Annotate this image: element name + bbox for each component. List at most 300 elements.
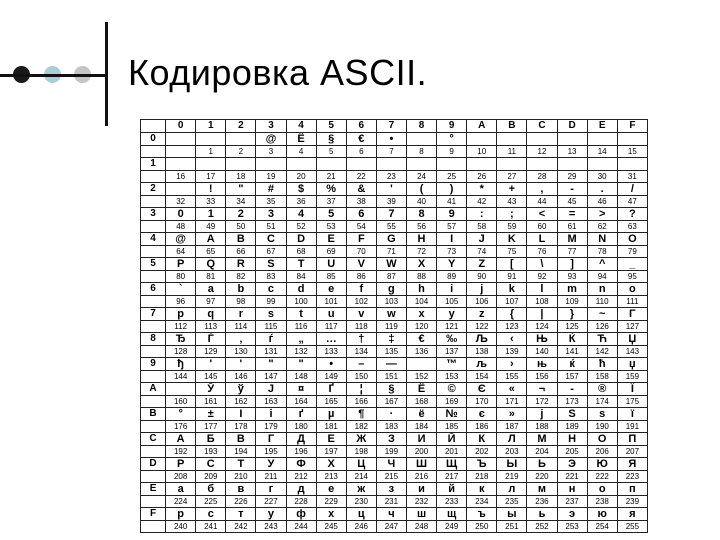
code-cell: 178 <box>226 421 256 433</box>
code-cell: 86 <box>346 271 376 283</box>
char-row <box>141 308 648 321</box>
char-cell <box>617 133 647 146</box>
char-cell: п <box>617 483 647 496</box>
code-cell: 115 <box>256 321 286 333</box>
code-cell: 83 <box>256 271 286 283</box>
code-cell: 42 <box>467 196 497 208</box>
char-cell: H <box>406 233 436 246</box>
char-cell: ~ <box>587 308 617 321</box>
char-cell: k <box>497 283 527 296</box>
code-cell: 245 <box>316 521 346 533</box>
code-cell: 91 <box>497 271 527 283</box>
char-cell: Щ <box>437 458 467 471</box>
row-header-spacer <box>141 446 166 458</box>
char-cell: [ <box>497 258 527 271</box>
char-cell <box>497 133 527 146</box>
code-cell: 213 <box>316 471 346 483</box>
code-cell: 149 <box>316 371 346 383</box>
char-cell: І <box>226 408 256 421</box>
code-cell: 43 <box>497 196 527 208</box>
column-header: 8 <box>406 120 436 133</box>
code-cell: 111 <box>617 296 647 308</box>
char-cell: § <box>376 383 406 396</box>
char-cell: Ґ <box>316 383 346 396</box>
char-cell: Н <box>557 433 587 446</box>
row-header: 4 <box>141 233 166 246</box>
code-cell: 27 <box>497 171 527 183</box>
char-cell: С <box>196 458 226 471</box>
char-cell: ‚ <box>226 333 256 346</box>
char-cell: х <box>316 508 346 521</box>
code-cell: 71 <box>376 246 406 258</box>
char-cell: ћ <box>587 358 617 371</box>
code-cell: 227 <box>256 496 286 508</box>
code-cell: 194 <box>226 446 256 458</box>
code-cell: 136 <box>406 346 436 358</box>
code-cell: 138 <box>467 346 497 358</box>
code-cell: 131 <box>256 346 286 358</box>
char-cell: Ь <box>527 458 557 471</box>
char-cell: з <box>376 483 406 496</box>
code-cell: 135 <box>376 346 406 358</box>
char-cell <box>617 158 647 171</box>
char-cell: | <box>527 308 557 321</box>
char-cell: o <box>617 283 647 296</box>
code-cell: 126 <box>587 321 617 333</box>
code-cell: 147 <box>256 371 286 383</box>
code-cell: 14 <box>587 146 617 158</box>
char-cell: ' <box>196 358 226 371</box>
char-cell: ґ <box>286 408 316 421</box>
code-row <box>141 271 648 283</box>
char-cell: Б <box>196 433 226 446</box>
char-cell: ‰ <box>437 333 467 346</box>
code-cell: 226 <box>226 496 256 508</box>
char-cell: q <box>196 308 226 321</box>
code-cell: 90 <box>467 271 497 283</box>
char-cell: € <box>406 333 436 346</box>
char-cell: Ќ <box>557 333 587 346</box>
column-header: 4 <box>286 120 316 133</box>
code-cell: 253 <box>557 521 587 533</box>
char-cell: й <box>437 483 467 496</box>
char-cell: — <box>376 358 406 371</box>
char-cell: џ <box>617 358 647 371</box>
column-header: D <box>557 120 587 133</box>
code-cell: 60 <box>527 221 557 233</box>
code-cell: 187 <box>497 421 527 433</box>
char-cell: 9 <box>437 208 467 221</box>
char-cell: u <box>316 308 346 321</box>
code-cell: 229 <box>316 496 346 508</box>
code-cell: 193 <box>196 446 226 458</box>
code-cell: 154 <box>467 371 497 383</box>
char-cell: Ћ <box>587 333 617 346</box>
column-header: 0 <box>166 120 196 133</box>
char-cell <box>316 158 346 171</box>
row-header: 5 <box>141 258 166 271</box>
char-cell: / <box>617 183 647 196</box>
char-cell: ђ <box>166 358 196 371</box>
char-cell: , <box>527 183 557 196</box>
row-header-spacer <box>141 321 166 333</box>
code-cell: 230 <box>346 496 376 508</box>
char-cell: . <box>587 183 617 196</box>
code-cell: 102 <box>346 296 376 308</box>
row-header-spacer <box>141 396 166 408</box>
code-cell: 119 <box>376 321 406 333</box>
code-cell: 224 <box>166 496 196 508</box>
row-header-spacer <box>141 421 166 433</box>
char-cell <box>527 158 557 171</box>
code-cell: 172 <box>527 396 557 408</box>
code-row <box>141 396 648 408</box>
char-cell: њ <box>527 358 557 371</box>
char-cell: ё <box>406 408 436 421</box>
code-cell: 204 <box>527 446 557 458</box>
code-cell: 212 <box>286 471 316 483</box>
char-cell: љ <box>467 358 497 371</box>
char-cell: 6 <box>346 208 376 221</box>
code-cell: 182 <box>346 421 376 433</box>
code-cell: 23 <box>376 171 406 183</box>
code-cell: 124 <box>527 321 557 333</box>
code-cell: 80 <box>166 271 196 283</box>
char-cell: V <box>346 258 376 271</box>
code-cell: 181 <box>316 421 346 433</box>
code-cell: 175 <box>617 396 647 408</box>
char-cell: ѕ <box>587 408 617 421</box>
char-cell: 1 <box>196 208 226 221</box>
code-cell: 105 <box>437 296 467 308</box>
code-cell: 177 <box>196 421 226 433</box>
char-cell <box>467 158 497 171</box>
code-cell: 217 <box>437 471 467 483</box>
char-cell: М <box>527 433 557 446</box>
char-cell: К <box>467 433 497 446</box>
code-cell: 249 <box>437 521 467 533</box>
code-cell: 12 <box>527 146 557 158</box>
row-header: B <box>141 408 166 421</box>
code-cell: 146 <box>226 371 256 383</box>
row-header-spacer <box>141 196 166 208</box>
code-cell: 85 <box>316 271 346 283</box>
char-cell: Д <box>286 433 316 446</box>
code-cell: 166 <box>346 396 376 408</box>
code-cell: 54 <box>346 221 376 233</box>
char-cell: А <box>166 433 196 446</box>
row-header-spacer <box>141 521 166 533</box>
column-header: E <box>587 120 617 133</box>
char-cell <box>406 133 436 146</box>
code-cell: 205 <box>557 446 587 458</box>
code-cell: 164 <box>286 396 316 408</box>
char-cell <box>226 133 256 146</box>
code-cell: 231 <box>376 496 406 508</box>
char-cell: e <box>316 283 346 296</box>
char-cell: { <box>497 308 527 321</box>
code-cell: 254 <box>587 521 617 533</box>
row-header: E <box>141 483 166 496</box>
char-row <box>141 233 648 246</box>
code-cell: 70 <box>346 246 376 258</box>
code-cell: 97 <box>196 296 226 308</box>
code-cell: 108 <box>527 296 557 308</box>
code-cell: 143 <box>617 346 647 358</box>
char-row <box>141 283 648 296</box>
char-cell: н <box>557 483 587 496</box>
code-cell: 109 <box>557 296 587 308</box>
char-cell: A <box>196 233 226 246</box>
char-cell: § <box>316 133 346 146</box>
char-row <box>141 208 648 221</box>
code-cell: 225 <box>196 496 226 508</box>
column-header: 3 <box>256 120 286 133</box>
code-cell: 39 <box>376 196 406 208</box>
code-cell: 32 <box>166 196 196 208</box>
code-cell: 10 <box>467 146 497 158</box>
char-cell: П <box>617 433 647 446</box>
code-cell: 139 <box>497 346 527 358</box>
code-cell: 59 <box>497 221 527 233</box>
row-header-spacer <box>141 221 166 233</box>
char-cell: @ <box>256 133 286 146</box>
code-cell: 216 <box>406 471 436 483</box>
char-cell: • <box>376 133 406 146</box>
row-header: 8 <box>141 333 166 346</box>
code-cell: 243 <box>256 521 286 533</box>
code-cell: 65 <box>196 246 226 258</box>
code-cell: 112 <box>166 321 196 333</box>
char-cell: б <box>196 483 226 496</box>
code-cell: 35 <box>256 196 286 208</box>
code-cell: 63 <box>617 221 647 233</box>
char-cell <box>587 133 617 146</box>
char-cell: Г <box>256 433 286 446</box>
char-cell: ќ <box>557 358 587 371</box>
char-cell: ; <box>497 208 527 221</box>
code-cell: 235 <box>497 496 527 508</box>
char-cell: к <box>467 483 497 496</box>
char-cell: % <box>316 183 346 196</box>
char-cell: = <box>557 208 587 221</box>
char-cell: Ѓ <box>196 333 226 346</box>
row-header: 7 <box>141 308 166 321</box>
code-row <box>141 521 648 533</box>
char-cell: m <box>557 283 587 296</box>
row-header: 9 <box>141 358 166 371</box>
char-cell: D <box>286 233 316 246</box>
code-cell: 1 <box>196 146 226 158</box>
char-cell: v <box>346 308 376 321</box>
char-cell <box>467 133 497 146</box>
code-cell: 13 <box>557 146 587 158</box>
char-cell: Э <box>557 458 587 471</box>
char-cell: З <box>376 433 406 446</box>
char-cell: ! <box>196 183 226 196</box>
char-cell: ` <box>166 283 196 296</box>
char-cell: ? <box>617 208 647 221</box>
ascii-code-table <box>140 119 648 533</box>
column-header: 9 <box>437 120 467 133</box>
char-cell: L <box>527 233 557 246</box>
code-cell: 30 <box>587 171 617 183</box>
char-cell: µ <box>316 408 346 421</box>
row-header: 2 <box>141 183 166 196</box>
char-cell: E <box>316 233 346 246</box>
char-cell: " <box>286 358 316 371</box>
char-cell: № <box>437 408 467 421</box>
column-header: C <box>527 120 557 133</box>
code-cell: 219 <box>497 471 527 483</box>
char-cell: S <box>256 258 286 271</box>
char-cell: р <box>166 508 196 521</box>
code-cell: 196 <box>286 446 316 458</box>
char-cell: … <box>316 333 346 346</box>
code-cell: 18 <box>226 171 256 183</box>
code-cell: 134 <box>346 346 376 358</box>
char-cell <box>166 133 196 146</box>
column-header: 5 <box>316 120 346 133</box>
char-cell: I <box>437 233 467 246</box>
code-cell: 150 <box>346 371 376 383</box>
code-cell: 29 <box>557 171 587 183</box>
char-cell: Є <box>467 383 497 396</box>
code-cell: 250 <box>467 521 497 533</box>
code-cell: 114 <box>226 321 256 333</box>
char-cell: J <box>467 233 497 246</box>
char-cell: i <box>437 283 467 296</box>
char-cell: F <box>346 233 376 246</box>
code-row <box>141 421 648 433</box>
char-cell: ¬ <box>527 383 557 396</box>
code-cell: 211 <box>256 471 286 483</box>
char-cell: z <box>467 308 497 321</box>
code-cell: 69 <box>316 246 346 258</box>
char-cell: x <box>406 308 436 321</box>
code-cell: 157 <box>557 371 587 383</box>
code-cell: 192 <box>166 446 196 458</box>
code-cell: 148 <box>286 371 316 383</box>
char-cell: г <box>256 483 286 496</box>
code-cell: 76 <box>527 246 557 258</box>
char-cell: ъ <box>467 508 497 521</box>
code-cell <box>166 146 196 158</box>
code-cell: 31 <box>617 171 647 183</box>
code-cell: 163 <box>256 396 286 408</box>
char-cell: K <box>497 233 527 246</box>
code-cell: 26 <box>467 171 497 183</box>
char-cell <box>437 158 467 171</box>
code-row <box>141 321 648 333</box>
char-cell: s <box>256 308 286 321</box>
char-cell: U <box>316 258 346 271</box>
char-cell: Й <box>437 433 467 446</box>
char-cell: ѓ <box>256 333 286 346</box>
char-cell: Њ <box>527 333 557 346</box>
code-cell: 24 <box>406 171 436 183</box>
code-row <box>141 346 648 358</box>
char-cell: Ш <box>406 458 436 471</box>
char-cell: t <box>286 308 316 321</box>
char-cell: ї <box>617 408 647 421</box>
char-cell: Ы <box>497 458 527 471</box>
char-cell: Ё <box>406 383 436 396</box>
char-cell: т <box>226 508 256 521</box>
char-cell: Х <box>316 458 346 471</box>
char-cell: ж <box>346 483 376 496</box>
code-row <box>141 496 648 508</box>
code-cell: 176 <box>166 421 196 433</box>
row-header: A <box>141 383 166 396</box>
char-cell: „ <box>286 333 316 346</box>
char-cell: € <box>346 133 376 146</box>
code-cell: 215 <box>376 471 406 483</box>
row-header: F <box>141 508 166 521</box>
code-cell: 110 <box>587 296 617 308</box>
char-cell: w <box>376 308 406 321</box>
code-cell: 75 <box>497 246 527 258</box>
code-cell: 180 <box>286 421 316 433</box>
code-cell: 165 <box>316 396 346 408</box>
char-cell <box>196 158 226 171</box>
row-header: 1 <box>141 158 166 171</box>
code-cell: 46 <box>587 196 617 208</box>
code-cell: 189 <box>557 421 587 433</box>
char-cell: ю <box>587 508 617 521</box>
code-cell: 155 <box>497 371 527 383</box>
code-cell: 9 <box>437 146 467 158</box>
code-cell: 137 <box>437 346 467 358</box>
char-cell: X <box>406 258 436 271</box>
code-cell: 21 <box>316 171 346 183</box>
char-cell: M <box>557 233 587 246</box>
column-header-row <box>141 120 648 133</box>
code-cell: 141 <box>557 346 587 358</box>
char-cell: ¤ <box>286 383 316 396</box>
char-cell <box>527 133 557 146</box>
char-cell: – <box>346 358 376 371</box>
char-cell: $ <box>286 183 316 196</box>
char-cell: л <box>497 483 527 496</box>
char-cell: " <box>256 358 286 371</box>
char-cell: C <box>256 233 286 246</box>
code-cell: 237 <box>557 496 587 508</box>
char-cell: Л <box>497 433 527 446</box>
char-cell <box>557 133 587 146</box>
char-cell: ь <box>527 508 557 521</box>
char-cell: " <box>226 183 256 196</box>
code-cell: 57 <box>437 221 467 233</box>
char-cell: ° <box>437 133 467 146</box>
char-cell <box>166 183 196 196</box>
char-cell: O <box>617 233 647 246</box>
code-cell: 171 <box>497 396 527 408</box>
char-cell: ў <box>226 383 256 396</box>
char-cell: 7 <box>376 208 406 221</box>
char-row <box>141 258 648 271</box>
char-row <box>141 133 648 146</box>
code-cell: 58 <box>467 221 497 233</box>
char-cell: д <box>286 483 316 496</box>
char-cell: Ї <box>617 383 647 396</box>
char-cell: · <box>376 408 406 421</box>
row-header: 6 <box>141 283 166 296</box>
code-cell: 56 <box>406 221 436 233</box>
char-cell: и <box>406 483 436 496</box>
code-cell: 208 <box>166 471 196 483</box>
code-cell: 95 <box>617 271 647 283</box>
